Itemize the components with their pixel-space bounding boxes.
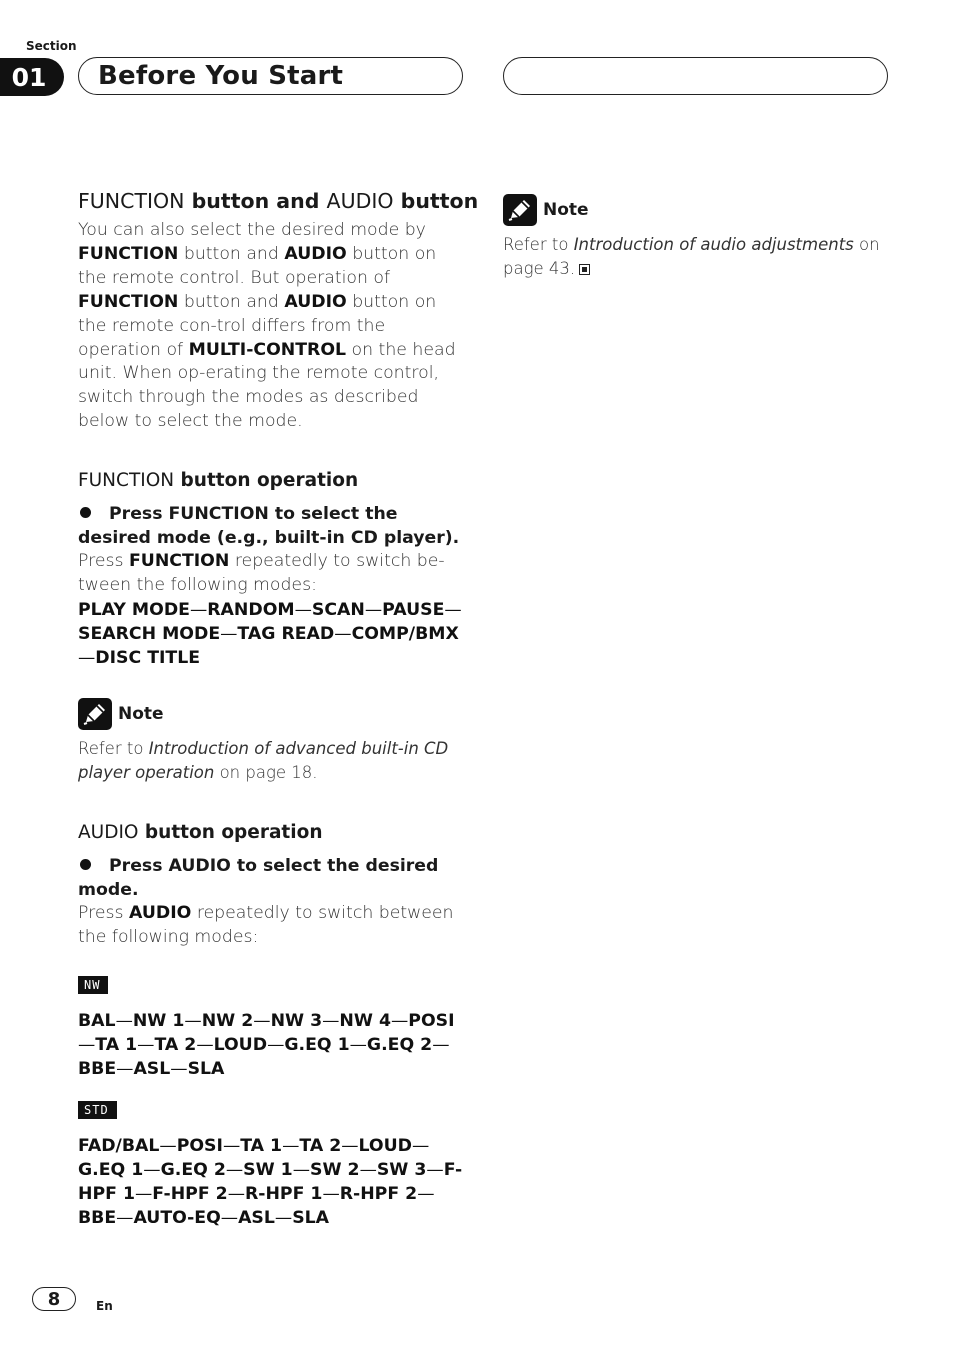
- mode-item: TAG READ: [237, 623, 335, 644]
- mode-item: SW 1: [243, 1159, 293, 1180]
- nw-modes-list: [78, 1009, 468, 1081]
- intro-paragraph: You can also select the desired mode by FUNCTION button and AUDIO button on the remote control. But operation of FUNCTION button and AUDIO button on the remote con-trol differs from the operation of MULTI-CONTROL on the head unit. When op-erating the remote control, switch through the modes as described below to select the mode.: [78, 220, 456, 432]
- mode-item: R-HPF 1: [244, 1183, 323, 1204]
- mode-separator: —: [432, 1034, 450, 1055]
- mode-separator: —: [267, 1034, 285, 1055]
- mode-separator: —: [294, 599, 312, 620]
- mode-item: AUTO-EQ: [133, 1207, 221, 1228]
- mode-item: NW 3: [270, 1010, 323, 1031]
- mode-separator: —: [444, 599, 462, 620]
- mode-separator: —: [134, 1183, 153, 1204]
- mode-separator: —: [253, 1010, 271, 1031]
- audio-step: Press AUDIO to select the desired mode.: [78, 855, 439, 900]
- mode-item: TA 1: [240, 1135, 283, 1156]
- mode-item: SLA: [187, 1058, 225, 1079]
- mode-item: BBE: [78, 1058, 117, 1079]
- note-header: [503, 193, 893, 227]
- mode-separator: —: [282, 1135, 300, 1156]
- mode-separator: —: [274, 1207, 293, 1228]
- language-label: En: [96, 1299, 113, 1313]
- function-description: Press FUNCTION repeatedly to switch be-tween the following modes:: [78, 551, 445, 596]
- mode-item: TA 2: [154, 1034, 197, 1055]
- mode-item: PAUSE: [382, 599, 445, 620]
- mode-separator: —: [227, 1183, 245, 1204]
- std-badge: STD: [78, 1101, 117, 1119]
- mode-separator: —: [220, 1207, 239, 1228]
- section-number-tab: [0, 58, 64, 96]
- bullet-icon: [80, 507, 91, 518]
- mode-item: PLAY MODE: [78, 599, 190, 620]
- mode-item: F-HPF 2: [152, 1183, 228, 1204]
- mode-separator: —: [417, 1183, 435, 1204]
- page-number-text: 8: [47, 1288, 61, 1310]
- note-text: Refer to Introduction of advanced built-in CD player operation on page 18.: [78, 738, 449, 782]
- mode-item: TA 1: [95, 1034, 138, 1055]
- mode-separator: —: [391, 1010, 409, 1031]
- mode-item: G.EQ 2: [160, 1159, 226, 1180]
- mode-item: LOUD: [213, 1034, 268, 1055]
- mode-separator: —: [292, 1159, 310, 1180]
- mode-separator: —: [349, 1034, 367, 1055]
- mode-item: SEARCH MODE: [78, 623, 221, 644]
- section-label: Section: [26, 39, 77, 53]
- mode-separator: —: [322, 1183, 340, 1204]
- mode-separator: —: [364, 599, 383, 620]
- mode-item: COMP/BMX: [351, 623, 459, 644]
- function-operation-heading: FUNCTION button operation: [78, 470, 359, 492]
- mode-item: NW 1: [132, 1010, 185, 1031]
- mode-separator: —: [143, 1159, 161, 1180]
- mode-separator: —: [189, 599, 208, 620]
- mode-item: F-HPF 1: [78, 1159, 463, 1204]
- audio-operation-heading: AUDIO button operation: [78, 821, 323, 843]
- mode-separator: —: [184, 1010, 202, 1031]
- mode-item: TA 2: [299, 1135, 342, 1156]
- mode-separator: —: [220, 623, 238, 644]
- mode-item: NW 2: [201, 1010, 254, 1031]
- mode-item: FAD/BAL: [78, 1135, 160, 1156]
- pencil-note-icon: [78, 698, 112, 730]
- mode-separator: —: [116, 1207, 134, 1228]
- mode-separator: —: [115, 1010, 133, 1031]
- mode-separator: —: [78, 1034, 96, 1055]
- heading-text-2: button: [393, 189, 479, 213]
- right-column: [503, 193, 893, 281]
- mode-item: SCAN: [311, 599, 365, 620]
- note-label: Note: [118, 703, 164, 724]
- page-title: Before You Start: [98, 61, 344, 91]
- note-label: Note: [543, 200, 589, 220]
- mode-separator: —: [334, 623, 352, 644]
- mode-separator: —: [322, 1010, 340, 1031]
- end-mark-icon: [579, 264, 590, 275]
- mode-item: SW 2: [310, 1159, 360, 1180]
- heading-text-1: button and: [184, 189, 327, 213]
- mode-separator: —: [196, 1034, 214, 1055]
- heading-function: FUNCTION: [78, 189, 185, 213]
- nw-badge: NW: [78, 976, 108, 994]
- heading-audio: AUDIO: [326, 189, 394, 213]
- section-heading: [78, 187, 479, 215]
- note-header: [78, 697, 468, 731]
- mode-item: DISC TITLE: [95, 647, 201, 668]
- mode-separator: —: [137, 1034, 155, 1055]
- mode-item: NW 4: [339, 1010, 391, 1031]
- mode-item: R-HPF 2: [339, 1183, 418, 1204]
- mode-separator: —: [78, 647, 96, 668]
- mode-separator: —: [170, 1058, 188, 1079]
- mode-separator: —: [116, 1058, 134, 1079]
- page-number: [32, 1287, 76, 1311]
- mode-separator: —: [426, 1159, 444, 1180]
- bullet-icon: [80, 859, 91, 870]
- title-frame: [78, 57, 463, 95]
- mode-item: BAL: [78, 1010, 116, 1031]
- mode-item: BBE: [78, 1207, 117, 1228]
- mode-item: G.EQ 1: [284, 1034, 350, 1055]
- note-text: Refer to Introduction of audio adjustments on page 43.: [503, 235, 880, 278]
- mode-item: POSI: [176, 1135, 223, 1156]
- mode-item: SLA: [292, 1207, 330, 1228]
- mode-item: RANDOM: [207, 599, 295, 620]
- mode-item: LOUD: [358, 1135, 412, 1156]
- mode-separator: —: [412, 1135, 430, 1156]
- mode-item: SW 3: [376, 1159, 427, 1180]
- std-modes-list: [78, 1134, 468, 1230]
- mode-separator: —: [159, 1135, 177, 1156]
- left-column: [78, 187, 479, 1230]
- pencil-note-icon: [503, 194, 537, 226]
- function-step: Press FUNCTION to select the desired mode (e.g., built-in CD player).: [78, 504, 460, 549]
- mode-item: ASL: [238, 1207, 275, 1228]
- mode-separator: —: [222, 1135, 241, 1156]
- mode-item: ASL: [133, 1058, 171, 1079]
- mode-item: POSI: [408, 1010, 455, 1031]
- mode-separator: —: [341, 1135, 359, 1156]
- function-modes-list: [78, 598, 468, 670]
- mode-separator: —: [225, 1159, 244, 1180]
- mode-item: G.EQ 1: [78, 1159, 144, 1180]
- mode-item: G.EQ 2: [366, 1034, 433, 1055]
- mode-separator: —: [359, 1159, 377, 1180]
- audio-description: Press AUDIO repeatedly to switch between the following modes:: [78, 902, 454, 947]
- section-number: 01: [11, 62, 47, 92]
- header-blank-frame: [503, 57, 888, 95]
